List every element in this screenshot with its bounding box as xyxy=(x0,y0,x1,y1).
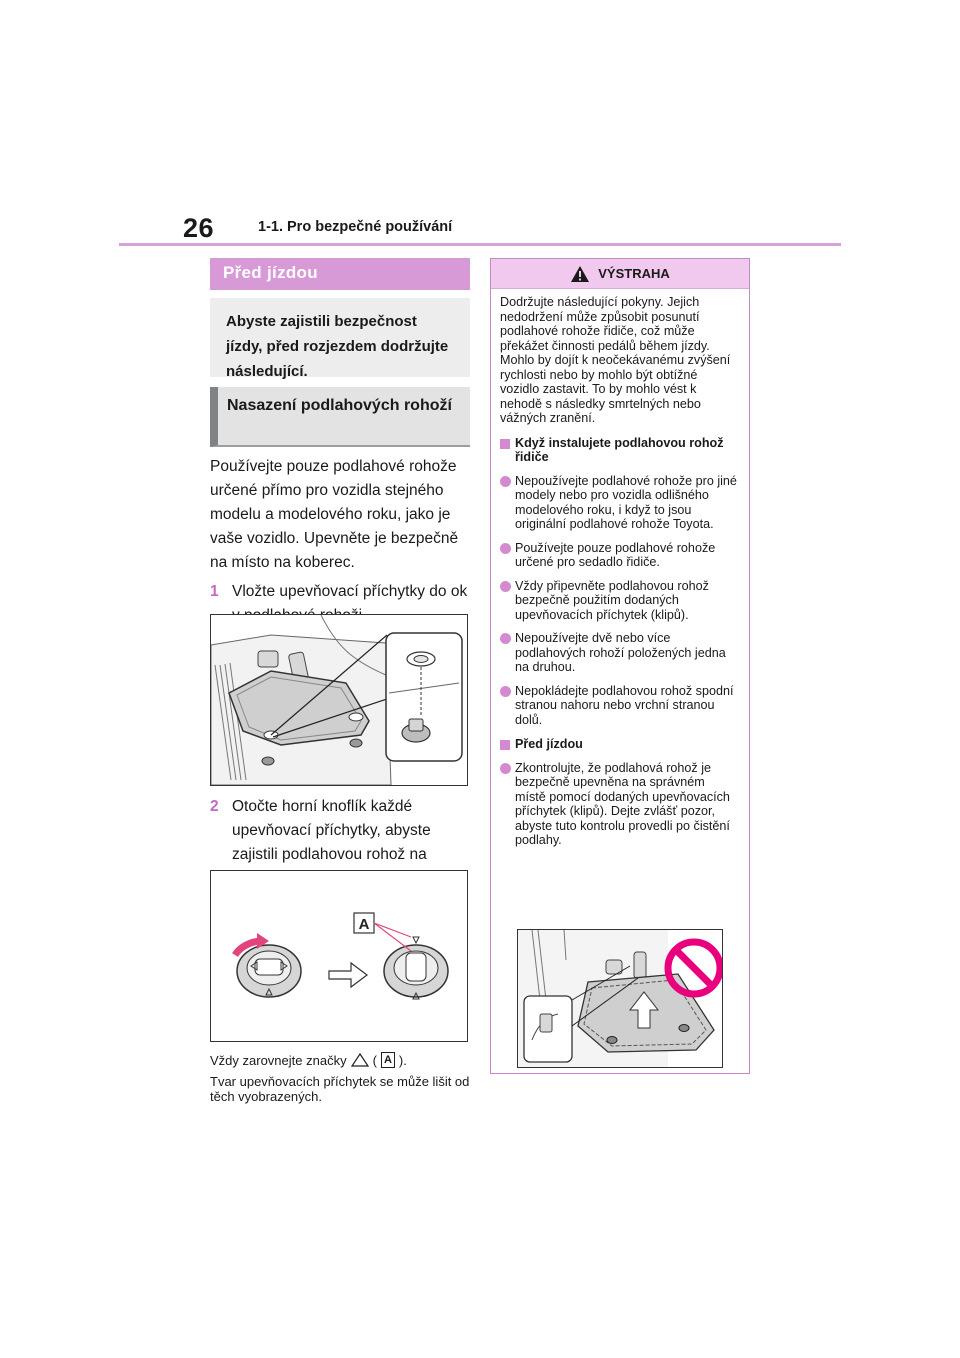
warning-header xyxy=(491,259,749,289)
body-paragraph: Používejte pouze podlahové rohože určené přímo pro vozidla stejného modelu a modelového roku, jako je vaše vozidlo. Upevněte je bezpečně na místo na koberec. xyxy=(210,458,459,571)
list-item-text: Nepoužívejte podlahové rohože pro jiné modely nebo pro vozidla odlišného modelového roku, i když to jsou originální podlahové rohože Toyota. xyxy=(515,473,737,531)
warning-triangle-icon xyxy=(570,265,590,283)
header-divider xyxy=(119,243,841,246)
figure-prohibited-mat xyxy=(517,929,723,1068)
figure-floor-mat-clips xyxy=(210,614,468,786)
section-title: 1-1. Pro bezpečné používání xyxy=(258,219,453,235)
page-number: 26 xyxy=(183,213,215,243)
intro-box: Abyste zajistili bezpečnost jízdy, před rozjezdem dodržujte následující. xyxy=(210,298,470,377)
square-bullet-icon xyxy=(500,740,510,750)
warning-section-2-title-text: Před jízdou xyxy=(515,737,583,751)
dot-bullet-icon xyxy=(500,686,511,697)
caption-open-paren: ( xyxy=(372,1052,377,1068)
list-item-text: Zkontrolujte, že podlahová rohož je bezpečně upevněna na správném místě pomocí dodaných upevňovacích příchytek (klipů). Dejte zvlášť pozor, abyste tuto kontrolu provedli po čistění podlahy. xyxy=(515,760,730,847)
caption-close-paren: ). xyxy=(398,1052,407,1068)
left-column xyxy=(210,258,470,628)
list-item-text: Nepoužívejte dvě nebo více podlahových rohoží položených jedna na druhou. xyxy=(515,631,726,674)
figure-caption xyxy=(210,1052,472,1104)
square-bullet-icon xyxy=(500,439,510,449)
caption-note: Tvar upevňovacích příchytek se může lišit od těch vyobrazených. xyxy=(210,1074,470,1104)
floor-mat-illustration xyxy=(211,615,467,785)
prohibited-mat-illustration xyxy=(518,930,722,1067)
warning-section-1-title-text: Když instalujete podlahovou rohož řidiče xyxy=(515,435,724,464)
dot-bullet-icon xyxy=(500,633,511,644)
figure-clip-rotation xyxy=(210,870,468,1042)
step-1-text: Vložte upevňovací příchytky do ok xyxy=(232,583,468,600)
triangle-marker-icon xyxy=(351,1053,369,1067)
step-1-number: 1 xyxy=(210,583,219,600)
dot-bullet-icon xyxy=(500,476,511,487)
list-item-text: Vždy připevněte podlahovou rohož bezpečně použitím dodaných upevňovacích příchytek (klipů). xyxy=(515,578,709,622)
list-item-text: Používejte pouze podlahové rohože určené pro sedadlo řidiče. xyxy=(515,540,716,569)
list-item xyxy=(500,761,739,848)
warning-section-2-title xyxy=(500,737,739,752)
clip-rotation-illustration xyxy=(211,871,467,1041)
warning-section-1-title xyxy=(500,436,739,465)
dot-bullet-icon xyxy=(500,543,511,554)
prohibited-icon xyxy=(668,942,720,994)
list-item xyxy=(500,541,739,570)
list-item xyxy=(500,684,739,728)
warning-title: VÝSTRAHA xyxy=(598,266,670,281)
dot-bullet-icon xyxy=(500,763,511,774)
caption-text: Vždy zarovnejte značky xyxy=(210,1052,347,1068)
caption-marker-a: A xyxy=(381,1052,395,1068)
step-2-text: Otočte horní knoflík každé upevňovací příchytky, abyste zajistili podlahovou rohož na xyxy=(232,798,431,863)
dot-bullet-icon xyxy=(500,581,511,592)
list-item xyxy=(500,631,739,675)
step-2-number: 2 xyxy=(210,798,219,815)
list-item xyxy=(500,474,739,532)
warning-body xyxy=(491,289,749,848)
list-item-text: Nepokládejte podlahovou rohož spodní stranou nahoru nebo vrchní stranou dolů. xyxy=(515,683,734,727)
sub-heading: Nasazení podlahových rohoží xyxy=(210,387,470,447)
chapter-banner: Před jízdou xyxy=(210,258,470,290)
warning-intro: Dodržujte následující pokyny. Jejich nedodržení může způsobit posunutí podlahové rohože řidiče, což může překážet činnosti pedálů během jízdy. Mohlo by dojít k neočekávanému zvýšení rychlosti nebo by mohlo být obtížné vozidlo zastavit. To by mohlo vést k nehodě s následky smrtelných nebo vážných zranění. xyxy=(500,295,731,425)
figure-marker-a: A xyxy=(358,916,370,933)
caption-line xyxy=(210,1052,472,1068)
list-item xyxy=(500,579,739,623)
